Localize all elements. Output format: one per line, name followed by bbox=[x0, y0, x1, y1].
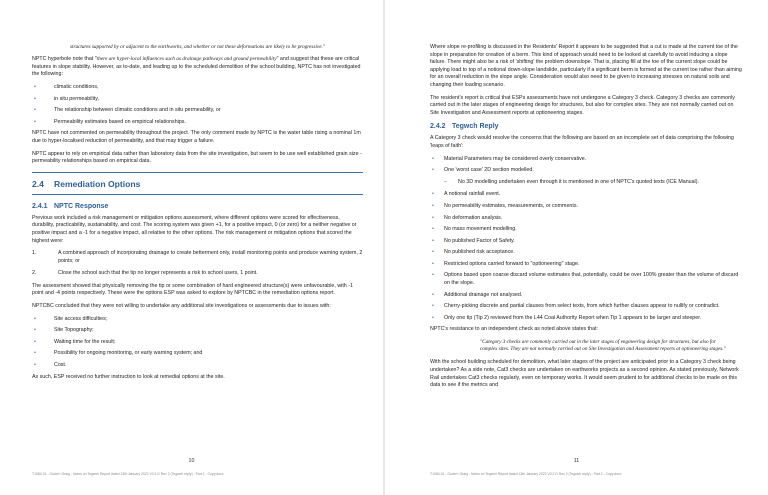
paragraph: The resident's report is critical that ESPs assessments have not undergone a Category 3 check. Category 3 checks are commonly carried out in the later stages of engineering design for structures, but also for complex sites. They are not normally carried out on Site Investigation and Assessment reports at optioneering stages. bbox=[430, 94, 735, 116]
paragraph: A Category 3 check would resolve the concerns that the following are based on an incomplete set of data comprising the following 'leaps of faith': bbox=[430, 135, 734, 149]
bullet-list bbox=[430, 191, 744, 322]
quoted-emphasis: there are hyper-local influences such as drainage pathways and ground permeability bbox=[96, 56, 277, 63]
list-item: • Possibility for ongoing monitoring, or early warning system; and bbox=[32, 350, 363, 358]
text-run: NPTC hyperbole note that " bbox=[32, 56, 97, 63]
list-item: • Material Parameters may be considered overly conservative. bbox=[430, 156, 744, 164]
paragraph: NPTC's resistance to an independent check as noted above states that: bbox=[430, 326, 598, 333]
numbered-list bbox=[32, 250, 363, 278]
paragraph bbox=[32, 56, 363, 79]
quote-block: "Category 3 checks are commonly carried out in the later stages of engineering design for structures, but also for complex sites. They are not normally carried out on Site Investigation and Assessment reports at optioneering stages." bbox=[480, 339, 726, 353]
sub-list-item: – No 3D modelling undertaken even through it is mentioned in one of NPTC's quoted texts (ICE Manual). bbox=[430, 179, 744, 187]
subsection-heading bbox=[430, 123, 744, 130]
list-item: • A notional rainfall event. bbox=[430, 191, 744, 199]
item-text: A combined approach of incorporating drainage to create betterment only, install monitoring points and produce warning system, 2 points; or bbox=[58, 250, 363, 264]
list-item: • Options based upon coarse discard volume estimates that, potentially, could be over 100% greater than the volume of discard on the slope. bbox=[430, 272, 744, 287]
page-number: 11 bbox=[573, 458, 580, 464]
paragraph: Where slope re-profiling is discussed in the Residents' Report it appears to be suggested that a cut is made at the current toe of the slope in preparation for creation of a berm. This kind of approach would need to be looked at carefully to avoid inducing a slope failure. There might also be a risk of 'shifting' the problem downslope. That is, placing fill at the toe of the current slope could be applying load to top of a notional down-slope landslide, particularly if a significant berm is formed at the current toe rather than aiming for an overall reduction in the slope angle. Consideration would also need to be given to increasing stresses on natural soils and changing their loading scenario. bbox=[430, 44, 742, 88]
list-item: • climatic conditions, bbox=[32, 84, 363, 92]
subsection-number: 2.4.1 bbox=[32, 202, 48, 210]
paragraph: As such, ESP received no further instruction to look at remedial options at the site. bbox=[32, 373, 225, 380]
subsection-heading bbox=[32, 203, 363, 210]
list-item: • One 'worst case' 2D section modelled. bbox=[430, 167, 744, 175]
list-item: • No permeability estimates, measurements, or comments. bbox=[430, 203, 744, 211]
page-10 bbox=[0, 0, 383, 495]
list-item: • Cherry-picking discrete and partial clauses from select texts, from which further clauses appear to nullify or contradict. bbox=[430, 303, 744, 311]
numbered-item bbox=[32, 270, 363, 278]
section-number: 2.4 bbox=[32, 178, 44, 189]
paragraph: NPTC appear to rely on empirical data rather than laboratory data from the site investigation, but seem to be use well established grain size - permeability relationships based on empirical data. bbox=[32, 150, 362, 165]
item-number: 2. bbox=[32, 270, 37, 277]
subsection-number: 2.4.2 bbox=[430, 123, 446, 131]
paragraph: Previous work included a risk management or mitigation options assessment, where different options were scored for effectiveness, durability, practicability, sustainability, and cost. The scoring system was given +1, for a positive impact, 0 (or zero) for a neither negative or positive impact and a -1 for a negative impact, all relative to the other options. The risk management or mitigation options that scored the highest were: bbox=[32, 214, 357, 244]
bullet-list bbox=[430, 156, 744, 175]
list-item: • in situ permeability, bbox=[32, 96, 363, 104]
text-run: " and suggest that these are critical features in slope stability. However, as to-date, and leading up to the scheduled demolition of the school building, NPTC has not investigated the following: bbox=[32, 56, 361, 78]
numbered-item bbox=[32, 250, 363, 265]
paragraph: NPTCBC concluded that they were not willing to undertake any additional site investigations or assessments due to issues with: bbox=[32, 303, 331, 310]
paragraph: NPTC have not commented on permeability throughout the project. The only comment made by NPTC is the water table rising a nominal 1m due to hyper-localised reduction of permeability, and that may trigger a failure. bbox=[32, 130, 361, 144]
list-item: • Additional drainage not analysed. bbox=[430, 292, 744, 300]
list-item: • No deformation analysis. bbox=[430, 215, 744, 223]
section-heading bbox=[32, 172, 363, 195]
paragraph: With the school building scheduled for demolition, what later stages of the project are anticipated prior to a Category 3 check being undertaken? As a side note, Cat3 checks are undertaken on earthworks projects as a second opinion. As stated previously, Network Rail undertakes Cat3 checks regularly, even on temporary works. It would seem prudent to for additional checks to be made on this data to see if the metrics and bbox=[430, 359, 739, 389]
page-footer: T1084-01 - Godre'r Graig - Notes on Tegwch Report dated 13th January 2022 V0.2 D Rev 2 (Tegwch reply) - Part 2 - Copy.docx bbox=[430, 472, 622, 476]
item-text: Close the school such that the tip no longer represents a risk to school users, 1 point. bbox=[58, 270, 258, 277]
item-number: 1. bbox=[32, 250, 37, 257]
list-item: • The relationship between climatic conditions and in situ permeability, or bbox=[32, 107, 363, 115]
section-title: Remediation Options bbox=[54, 178, 141, 189]
page-number: 10 bbox=[188, 458, 195, 464]
quote-block: structures supported by or adjacent to the earthworks, and whether or not these deformations are likely to be progressive." bbox=[70, 44, 325, 50]
list-item: • Site access difficulties; bbox=[32, 316, 363, 324]
list-item: • No published Factor of Safety. bbox=[430, 238, 744, 246]
list-item: • Waiting time for the result; bbox=[32, 339, 363, 347]
page-footer: T1084-01 - Godre'r Graig - Notes on Tegwch Report dated 13th January 2022 V0.2 D Rev 2 (Tegwch reply) - Part 1 - Copy.docx bbox=[32, 472, 224, 476]
list-item: • No mass movement modelling. bbox=[430, 226, 744, 234]
list-item: • No published risk acceptance. bbox=[430, 249, 744, 257]
subsection-title: Tegwch Reply bbox=[452, 123, 499, 131]
list-item: • Only one tip (Tip 2) reviewed from the L44 Coal Authority Report when Tip 1 appears to be larger and steeper. bbox=[430, 315, 744, 323]
bullet-list bbox=[32, 84, 363, 126]
bullet-list bbox=[32, 316, 363, 370]
list-item: • Cost. bbox=[32, 362, 363, 370]
paragraph: The assessment showed that physically removing the tip or some combination of hard engineered structure(s) were unfavourable, with -1 point and -4 points respectively. These were the options ESP was asked to explore by NPTCBC in the remediation options report. bbox=[32, 282, 353, 297]
page-11 bbox=[385, 0, 768, 495]
list-item: • Site Topography; bbox=[32, 327, 363, 335]
list-item: • Restricted options carried forward to "optioneering" stage. bbox=[430, 261, 744, 269]
sub-list bbox=[430, 179, 744, 187]
list-item: • Permeability estimates based on empirical relationships. bbox=[32, 119, 363, 127]
subsection-title: NPTC Response bbox=[54, 202, 109, 210]
